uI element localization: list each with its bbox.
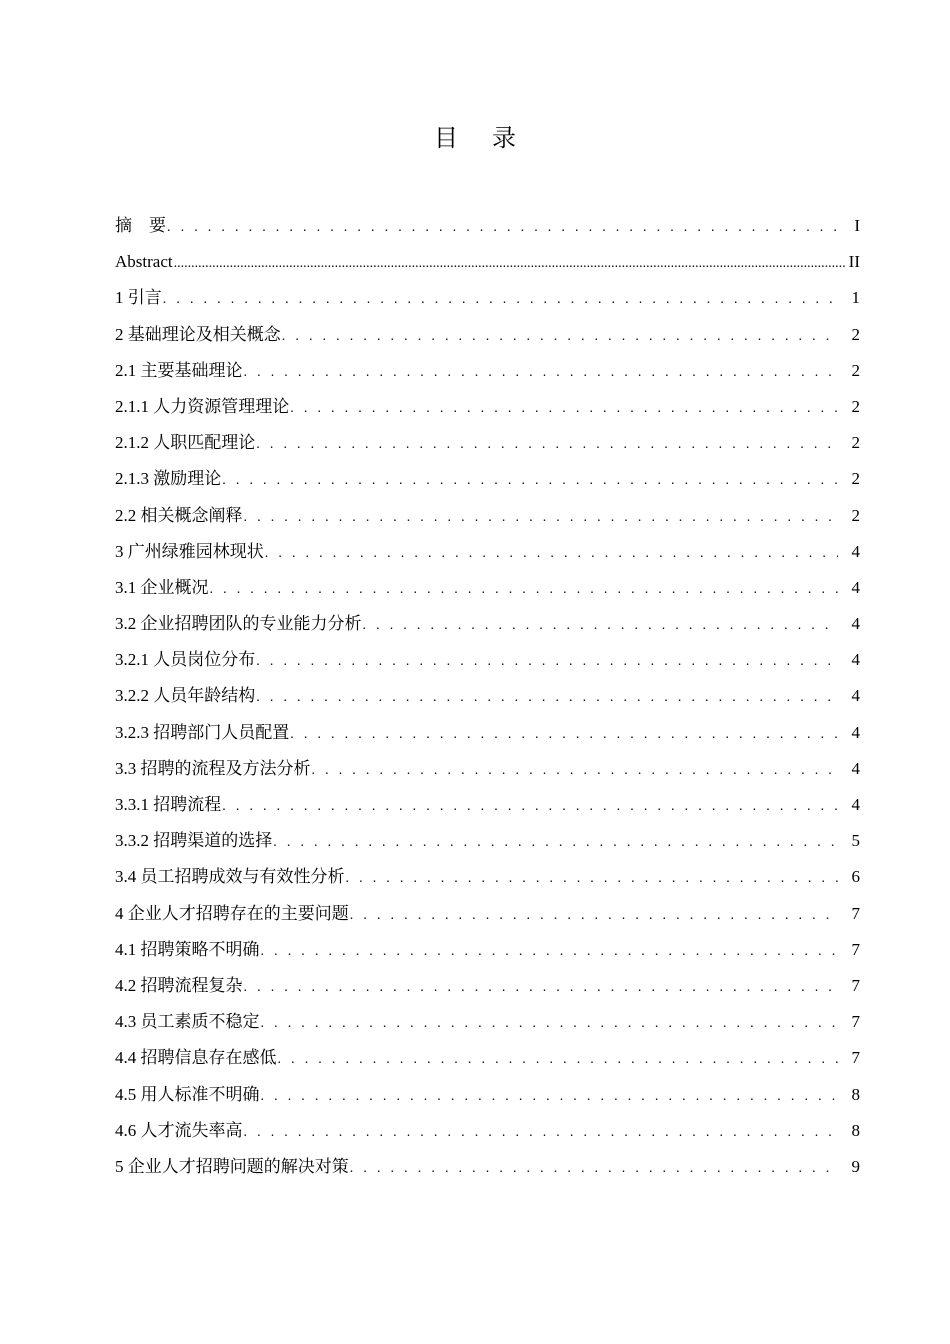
toc-entry-label: 3 广州绿雅园林现状 xyxy=(115,541,264,561)
toc-entry-page-number: 2 xyxy=(851,396,860,416)
toc-entry[interactable] xyxy=(115,646,860,682)
toc-dot-leader xyxy=(282,323,838,351)
toc-entry-page-number: 9 xyxy=(851,1156,860,1176)
toc-entry-label: 3.4 员工招聘成效与有效性分析 xyxy=(115,867,345,887)
toc-entry[interactable] xyxy=(115,248,860,284)
toc-entry-page-number: 4 xyxy=(851,795,860,814)
toc-entry-page-number: 8 xyxy=(851,1084,860,1104)
toc-entry-label: 2.1.3 激励理论 xyxy=(115,469,222,489)
toc-entry-page-number: 8 xyxy=(851,1120,860,1140)
toc-entry-label: 1 引言 xyxy=(115,288,162,308)
toc-entry-label: 3.3 招聘的流程及方法分析 xyxy=(115,758,311,778)
toc-entry[interactable] xyxy=(115,610,860,646)
toc-entry-label: 4.6 人才流失率高 xyxy=(115,1120,243,1140)
toc-entry-page-number: 2 xyxy=(851,360,860,380)
toc-entry-page-number: 4 xyxy=(851,614,860,634)
toc-entry-label: 4.1 招聘策略不明确 xyxy=(115,939,260,959)
toc-entry-page-number: 7 xyxy=(851,975,860,995)
toc-entry-label: 4.4 招聘信息存在感低 xyxy=(115,1048,277,1068)
toc-entry-page-number: 2 xyxy=(851,469,860,489)
toc-entry-label: 5 企业人才招聘问题的解决对策 xyxy=(115,1156,349,1176)
toc-dot-leader xyxy=(210,576,839,604)
toc-entry[interactable] xyxy=(115,791,860,827)
toc-entry-page-number: 2 xyxy=(851,433,860,453)
toc-entry-page-number: 4 xyxy=(851,722,860,742)
toc-entry-label: 2.1 主要基础理论 xyxy=(115,360,243,380)
toc-dot-leader xyxy=(261,1083,839,1111)
toc-entry[interactable] xyxy=(115,682,860,718)
toc-entry-label: 摘 要 xyxy=(115,216,166,235)
toc-entry[interactable] xyxy=(115,321,860,357)
toc-entry-label: 4.2 招聘流程复杂 xyxy=(115,975,243,995)
title-char-2: 录 xyxy=(492,124,516,152)
toc-entry-page-number: 2 xyxy=(851,505,860,525)
toc-entry-page-number: 7 xyxy=(851,1012,860,1032)
toc-entry[interactable] xyxy=(115,863,860,899)
toc-entry-label: 2.1.1 人力资源管理理论 xyxy=(115,396,290,416)
toc-entry-label: Abstract xyxy=(115,252,173,272)
toc-entry[interactable] xyxy=(115,1081,860,1117)
toc-dot-leader xyxy=(244,974,839,1002)
toc-entry-page-number: 1 xyxy=(851,288,860,308)
title-char-1: 目 xyxy=(434,124,458,152)
page-title xyxy=(0,118,950,153)
toc-entry-label: 2 基础理论及相关概念 xyxy=(115,324,281,344)
toc-entry-page-number: 7 xyxy=(851,1048,860,1068)
toc-dot-leader xyxy=(244,359,839,387)
toc-entry-label: 3.2 企业招聘团队的专业能力分析 xyxy=(115,614,362,634)
toc-dot-leader xyxy=(222,467,838,495)
toc-dot-leader xyxy=(350,1155,838,1183)
toc-dot-leader xyxy=(256,431,838,459)
toc-dot-leader xyxy=(244,504,839,532)
toc-dot-leader xyxy=(312,757,839,785)
toc-entry-label: 3.2.3 招聘部门人员配置 xyxy=(115,722,290,742)
toc-dot-leader xyxy=(363,612,839,640)
toc-entry-label: 3.3.1 招聘流程 xyxy=(115,795,222,814)
toc-entry[interactable] xyxy=(115,284,860,320)
toc-entry-label: 4 企业人才招聘存在的主要问题 xyxy=(115,903,349,923)
toc-entry-page-number: 4 xyxy=(851,541,860,561)
toc-entry[interactable] xyxy=(115,936,860,972)
toc-entry-label: 3.3.2 招聘渠道的选择 xyxy=(115,831,273,851)
table-of-contents xyxy=(115,212,860,1189)
toc-entry-page-number: 4 xyxy=(851,650,860,670)
toc-dot-leader xyxy=(265,540,838,568)
toc-dot-leader xyxy=(290,395,838,423)
toc-entry[interactable] xyxy=(115,357,860,393)
toc-entry[interactable] xyxy=(115,212,860,248)
toc-entry-page-number: 5 xyxy=(851,831,860,851)
toc-entry-page-number: 7 xyxy=(851,939,860,959)
toc-entry-page-number: 4 xyxy=(851,686,860,706)
toc-dot-leader xyxy=(261,1010,839,1038)
toc-dot-leader xyxy=(290,721,838,749)
toc-entry-page-number: I xyxy=(854,216,860,235)
toc-entry[interactable] xyxy=(115,502,860,538)
toc-dot-leader xyxy=(256,684,838,712)
toc-dot-leader xyxy=(244,1119,839,1147)
toc-entry-label: 2.2 相关概念阐释 xyxy=(115,505,243,525)
toc-dot-leader xyxy=(350,902,838,930)
toc-entry-page-number: 7 xyxy=(851,903,860,923)
toc-entry[interactable] xyxy=(115,1117,860,1153)
toc-entry[interactable] xyxy=(115,900,860,936)
toc-entry-label: 3.1 企业概况 xyxy=(115,577,209,597)
toc-entry-page-number: II xyxy=(848,252,860,272)
toc-entry[interactable] xyxy=(115,393,860,429)
toc-entry[interactable] xyxy=(115,429,860,465)
toc-entry-label: 3.2.1 人员岗位分布 xyxy=(115,650,256,670)
toc-dot-leader xyxy=(256,648,838,676)
toc-entry[interactable] xyxy=(115,719,860,755)
toc-dot-leader xyxy=(167,214,846,242)
toc-entry[interactable] xyxy=(115,827,860,863)
toc-entry[interactable] xyxy=(115,538,860,574)
toc-entry-page-number: 4 xyxy=(851,577,860,597)
toc-entry[interactable] xyxy=(115,574,860,610)
toc-dot-leader xyxy=(174,250,845,278)
toc-dot-leader xyxy=(222,793,838,821)
toc-dot-leader xyxy=(163,286,838,314)
toc-dot-leader xyxy=(273,829,838,857)
toc-dot-leader xyxy=(261,938,839,966)
toc-entry[interactable] xyxy=(115,755,860,791)
toc-entry-label: 3.2.2 人员年龄结构 xyxy=(115,686,256,706)
toc-entry[interactable] xyxy=(115,1153,860,1189)
toc-dot-leader xyxy=(278,1046,839,1074)
toc-entry-page-number: 6 xyxy=(851,867,860,887)
toc-entry[interactable] xyxy=(115,1044,860,1080)
toc-entry-label: 4.5 用人标准不明确 xyxy=(115,1084,260,1104)
toc-entry-page-number: 4 xyxy=(851,758,860,778)
toc-entry-page-number: 2 xyxy=(851,324,860,344)
toc-entry-label: 2.1.2 人职匹配理论 xyxy=(115,433,256,453)
toc-entry[interactable] xyxy=(115,972,860,1008)
toc-entry[interactable] xyxy=(115,1008,860,1044)
toc-dot-leader xyxy=(346,865,839,893)
toc-entry-label: 4.3 员工素质不稳定 xyxy=(115,1012,260,1032)
toc-entry[interactable] xyxy=(115,465,860,501)
